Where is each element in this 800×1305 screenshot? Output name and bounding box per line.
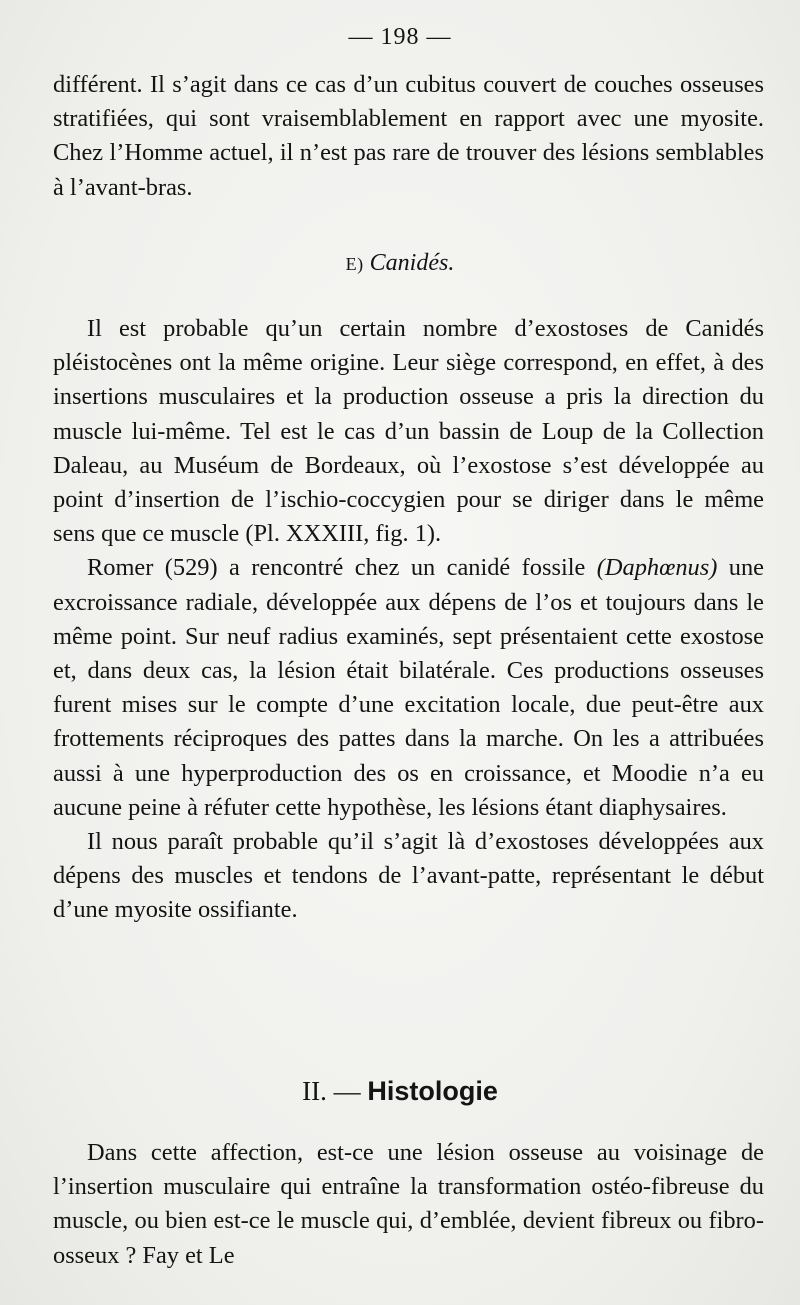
- paragraph-romer-b: une excroissance radiale, développée aux dépens de l’os et toujours dans le même point. Sur neuf radius examinés, sept présentaient cette exostose et, dans deux cas, la lésion était bilatérale. Ces productions osseuses furent mises sur le compte d’une excitation locale, due peut-être aux frottements réciproques des pattes dans la marche. On les a attribuées aussi à une hyperproduction des os en croissance, et Moodie n’a eu aucune peine à réfuter cette hypothèse, les lésions étant diaphysaires.: [53, 554, 764, 821]
- paragraph-canides-origin: Il est probable qu’un certain nombre d’exostoses de Canidés pléistocènes ont la même origine. Leur siège correspond, en effet, à des insertions musculaires et la production osseuse a pris la direction du muscle lui-même. Tel est le cas d’un bassin de Loup de la Collection Daleau, au Muséum de Bordeaux, où l’exostose s’est développée au point d’insertion de l’ischio-coccygien pour se diriger dans le même sens que ce muscle (Pl. XXXIII, fig. 1).: [53, 315, 764, 548]
- section-heading-e: [0, 250, 800, 277]
- section-letter: E): [345, 254, 364, 274]
- section-title: Canidés.: [369, 250, 455, 276]
- paragraph-text: différent. Il s’agit dans ce cas d’un cubitus couvert de couches osseuses stratifiées, qui sont vraisemblablement en rapport avec une myosite. Chez l’Homme actuel, il n’est pas rare de trouver des lésions semblables à l’avant-bras.: [53, 71, 764, 201]
- paragraph-continued: [53, 68, 764, 205]
- species-name: (Daphœnus): [596, 554, 718, 582]
- paragraph-romer: [53, 551, 764, 825]
- paragraph-romer-a: Romer (529) a rencontré chez un canidé fossile: [87, 554, 597, 582]
- paragraph-conclusion: Il nous paraît probable qu’il s’agit là d’exostoses développées aux dépens des muscles et tendons de l’avant-patte, représentant le début d’une myosite ossifiante.: [53, 828, 764, 924]
- chapter-heading: [0, 1076, 800, 1107]
- paragraph-histologie: Dans cette affection, est-ce une lésion osseuse au voisinage de l’insertion musculaire qui entraîne la transformation ostéo-fibreuse du muscle, ou bien est-ce le muscle qui, d’emblée, devient fibreux ou fibro-osseux ? Fay et Le: [53, 1139, 764, 1269]
- page-number: — 198 —: [348, 24, 452, 50]
- chapter-title: Histologie: [367, 1076, 498, 1106]
- histologie-body: [53, 1136, 764, 1273]
- chapter-number: II. —: [302, 1076, 361, 1106]
- canides-section-body: [53, 312, 764, 928]
